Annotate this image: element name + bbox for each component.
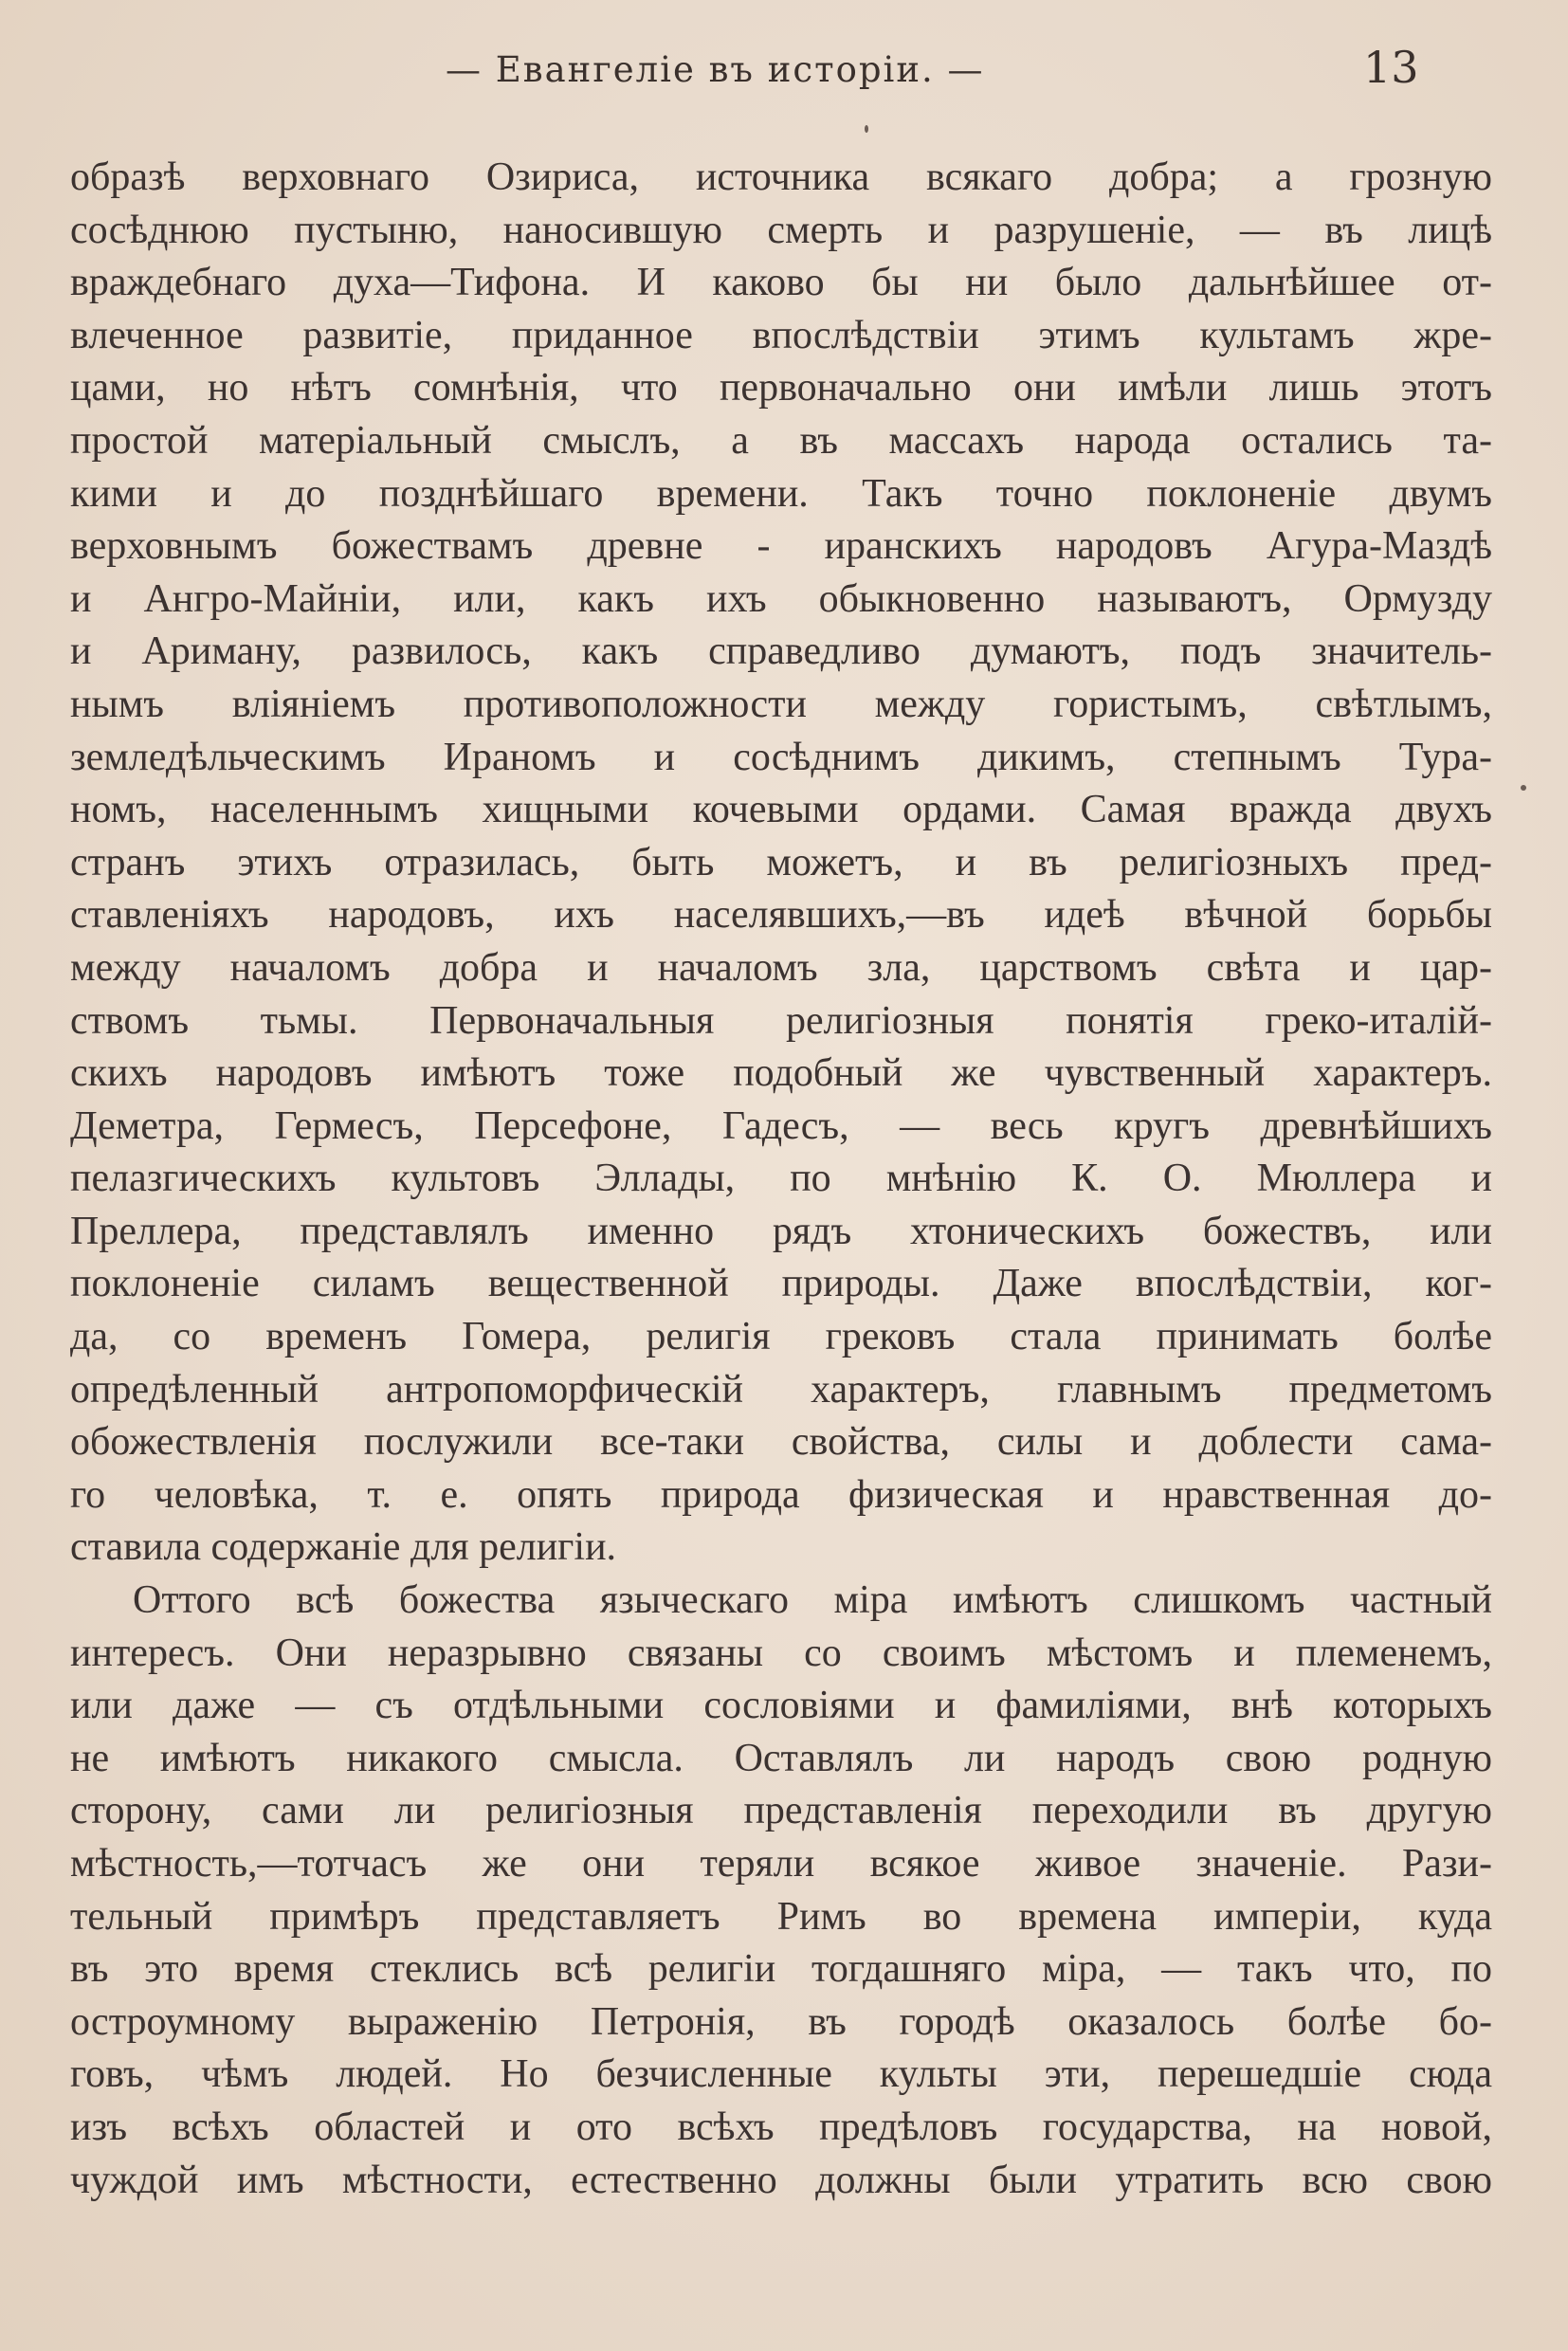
text-line: ствомъ тьмы. Первоначальныя религіозныя понятія греко-италій-: [70, 998, 1492, 1043]
text-line: странъ этихъ отразилась, быть можетъ, и въ религіозныхъ пред-: [70, 840, 1492, 884]
text-line: мѣстность,—тотчасъ же они теряли всякое живое значеніе. Рази-: [70, 1842, 1492, 1886]
text-line: и Ангро-Майніи, или, какъ ихъ обыкновенно называютъ, Ормузду: [70, 576, 1492, 621]
text-line: влеченное развитіе, приданное впослѣдствіи этимъ культамъ жре-: [70, 313, 1492, 357]
page-number: 13: [1363, 42, 1419, 93]
ink-speck: [1521, 785, 1526, 791]
text-line: и Ариману, развилось, какъ справедливо думаютъ, подъ значитель-: [70, 629, 1492, 674]
text-line: Преллера, представлялъ именно рядъ хтоническихъ божествъ, или: [70, 1209, 1492, 1253]
text-line: остроумному выраженію Петронія, въ городѣ оказалось болѣе бо-: [70, 1999, 1492, 2044]
text-line: обожествленія послужили все-таки свойства, силы и доблести сама-: [70, 1420, 1492, 1465]
ink-speck: [865, 125, 868, 133]
text-line: не имѣютъ никакого смысла. Оставлялъ ли народъ свою родную: [70, 1736, 1492, 1780]
text-line: изъ всѣхъ областей и ото всѣхъ предѣловъ государства, на новой,: [70, 2105, 1492, 2149]
body-text: [70, 152, 1492, 2207]
running-title: — Евангеліе въ исторіи. —: [446, 49, 985, 90]
text-line: нымъ вліяніемъ противоположности между гористымъ, свѣтлымъ,: [70, 682, 1492, 726]
text-line: скихъ народовъ имѣютъ тоже подобный же чувственный характеръ.: [70, 1051, 1492, 1096]
text-line: въ это время стеклись всѣ религіи тогдашняго міра, — такъ что, по: [70, 1947, 1492, 1992]
text-line: ставленіяхъ народовъ, ихъ населявшихъ,—въ идеѣ вѣчной борьбы: [70, 893, 1492, 938]
text-line: пелазгическихъ культовъ Эллады, по мнѣнію К. О. Мюллера и: [70, 1157, 1492, 1201]
text-line: или даже — съ отдѣльными сословіями и фамиліями, внѣ которыхъ: [70, 1684, 1492, 1728]
text-line: интересъ. Они неразрывно связаны со своимъ мѣстомъ и племенемъ,: [70, 1631, 1492, 1675]
text-line: ставила содержаніе для религіи.: [70, 1525, 617, 1570]
text-line: тельный примѣръ представляетъ Римъ во времена имперіи, куда: [70, 1894, 1492, 1939]
text-line: да, со временъ Гомера, религія грековъ стала принимать болѣе: [70, 1315, 1492, 1359]
text-line: опредѣленный антропоморфическій характеръ, главнымъ предметомъ: [70, 1367, 1492, 1412]
text-line: цами, но нѣтъ сомнѣнія, что первоначально они имѣли лишь этотъ: [70, 366, 1492, 410]
text-line: сторону, сами ли религіозныя представленія переходили въ другую: [70, 1789, 1492, 1833]
text-line: верховнымъ божествамъ древне - иранскихъ народовъ Агура-Маздѣ: [70, 524, 1492, 569]
text-line: поклоненіе силамъ вещественной природы. Даже впослѣдствіи, ког-: [70, 1262, 1492, 1306]
text-line: го человѣка, т. е. опять природа физическая и нравственная до-: [70, 1472, 1492, 1517]
text-line: сосѣднюю пустыню, наносившую смерть и разрушеніе, — въ лицѣ: [70, 208, 1492, 252]
text-line: чуждой имъ мѣстности, естественно должны были утратить всю свою: [70, 2158, 1492, 2202]
paragraph-1: [70, 152, 1492, 1575]
text-line: номъ, населеннымъ хищными кочевыми ордами. Самая вражда двухъ: [70, 788, 1492, 832]
text-line: Деметра, Гермесъ, Персефоне, Гадесъ, — весь кругъ древнѣйшихъ: [70, 1103, 1492, 1148]
text-line: между началомъ добра и началомъ зла, царствомъ свѣта и цар-: [70, 945, 1492, 990]
text-line: образѣ верховнаго Озириса, источника всякаго добра; а грозную: [70, 155, 1492, 199]
text-line: земледѣльческимъ Ираномъ и сосѣднимъ дикимъ, степнымъ Тура-: [70, 735, 1492, 779]
paragraph-2: [70, 1575, 1492, 2207]
text-line: кими и до позднѣйшаго времени. Такъ точно поклоненіе двумъ: [70, 471, 1492, 516]
text-line: простой матеріальный смыслъ, а въ массахъ народа остались та-: [70, 418, 1492, 463]
text-line: говъ, чѣмъ людей. Но безчисленные культы эти, перешедшіе сюда: [70, 2052, 1492, 2097]
text-line: Оттого всѣ божества языческаго міра имѣютъ слишкомъ частный: [133, 1578, 1492, 1623]
text-line: враждебнаго духа—Тифона. И каково бы ни было дальнѣйшее от-: [70, 261, 1492, 305]
